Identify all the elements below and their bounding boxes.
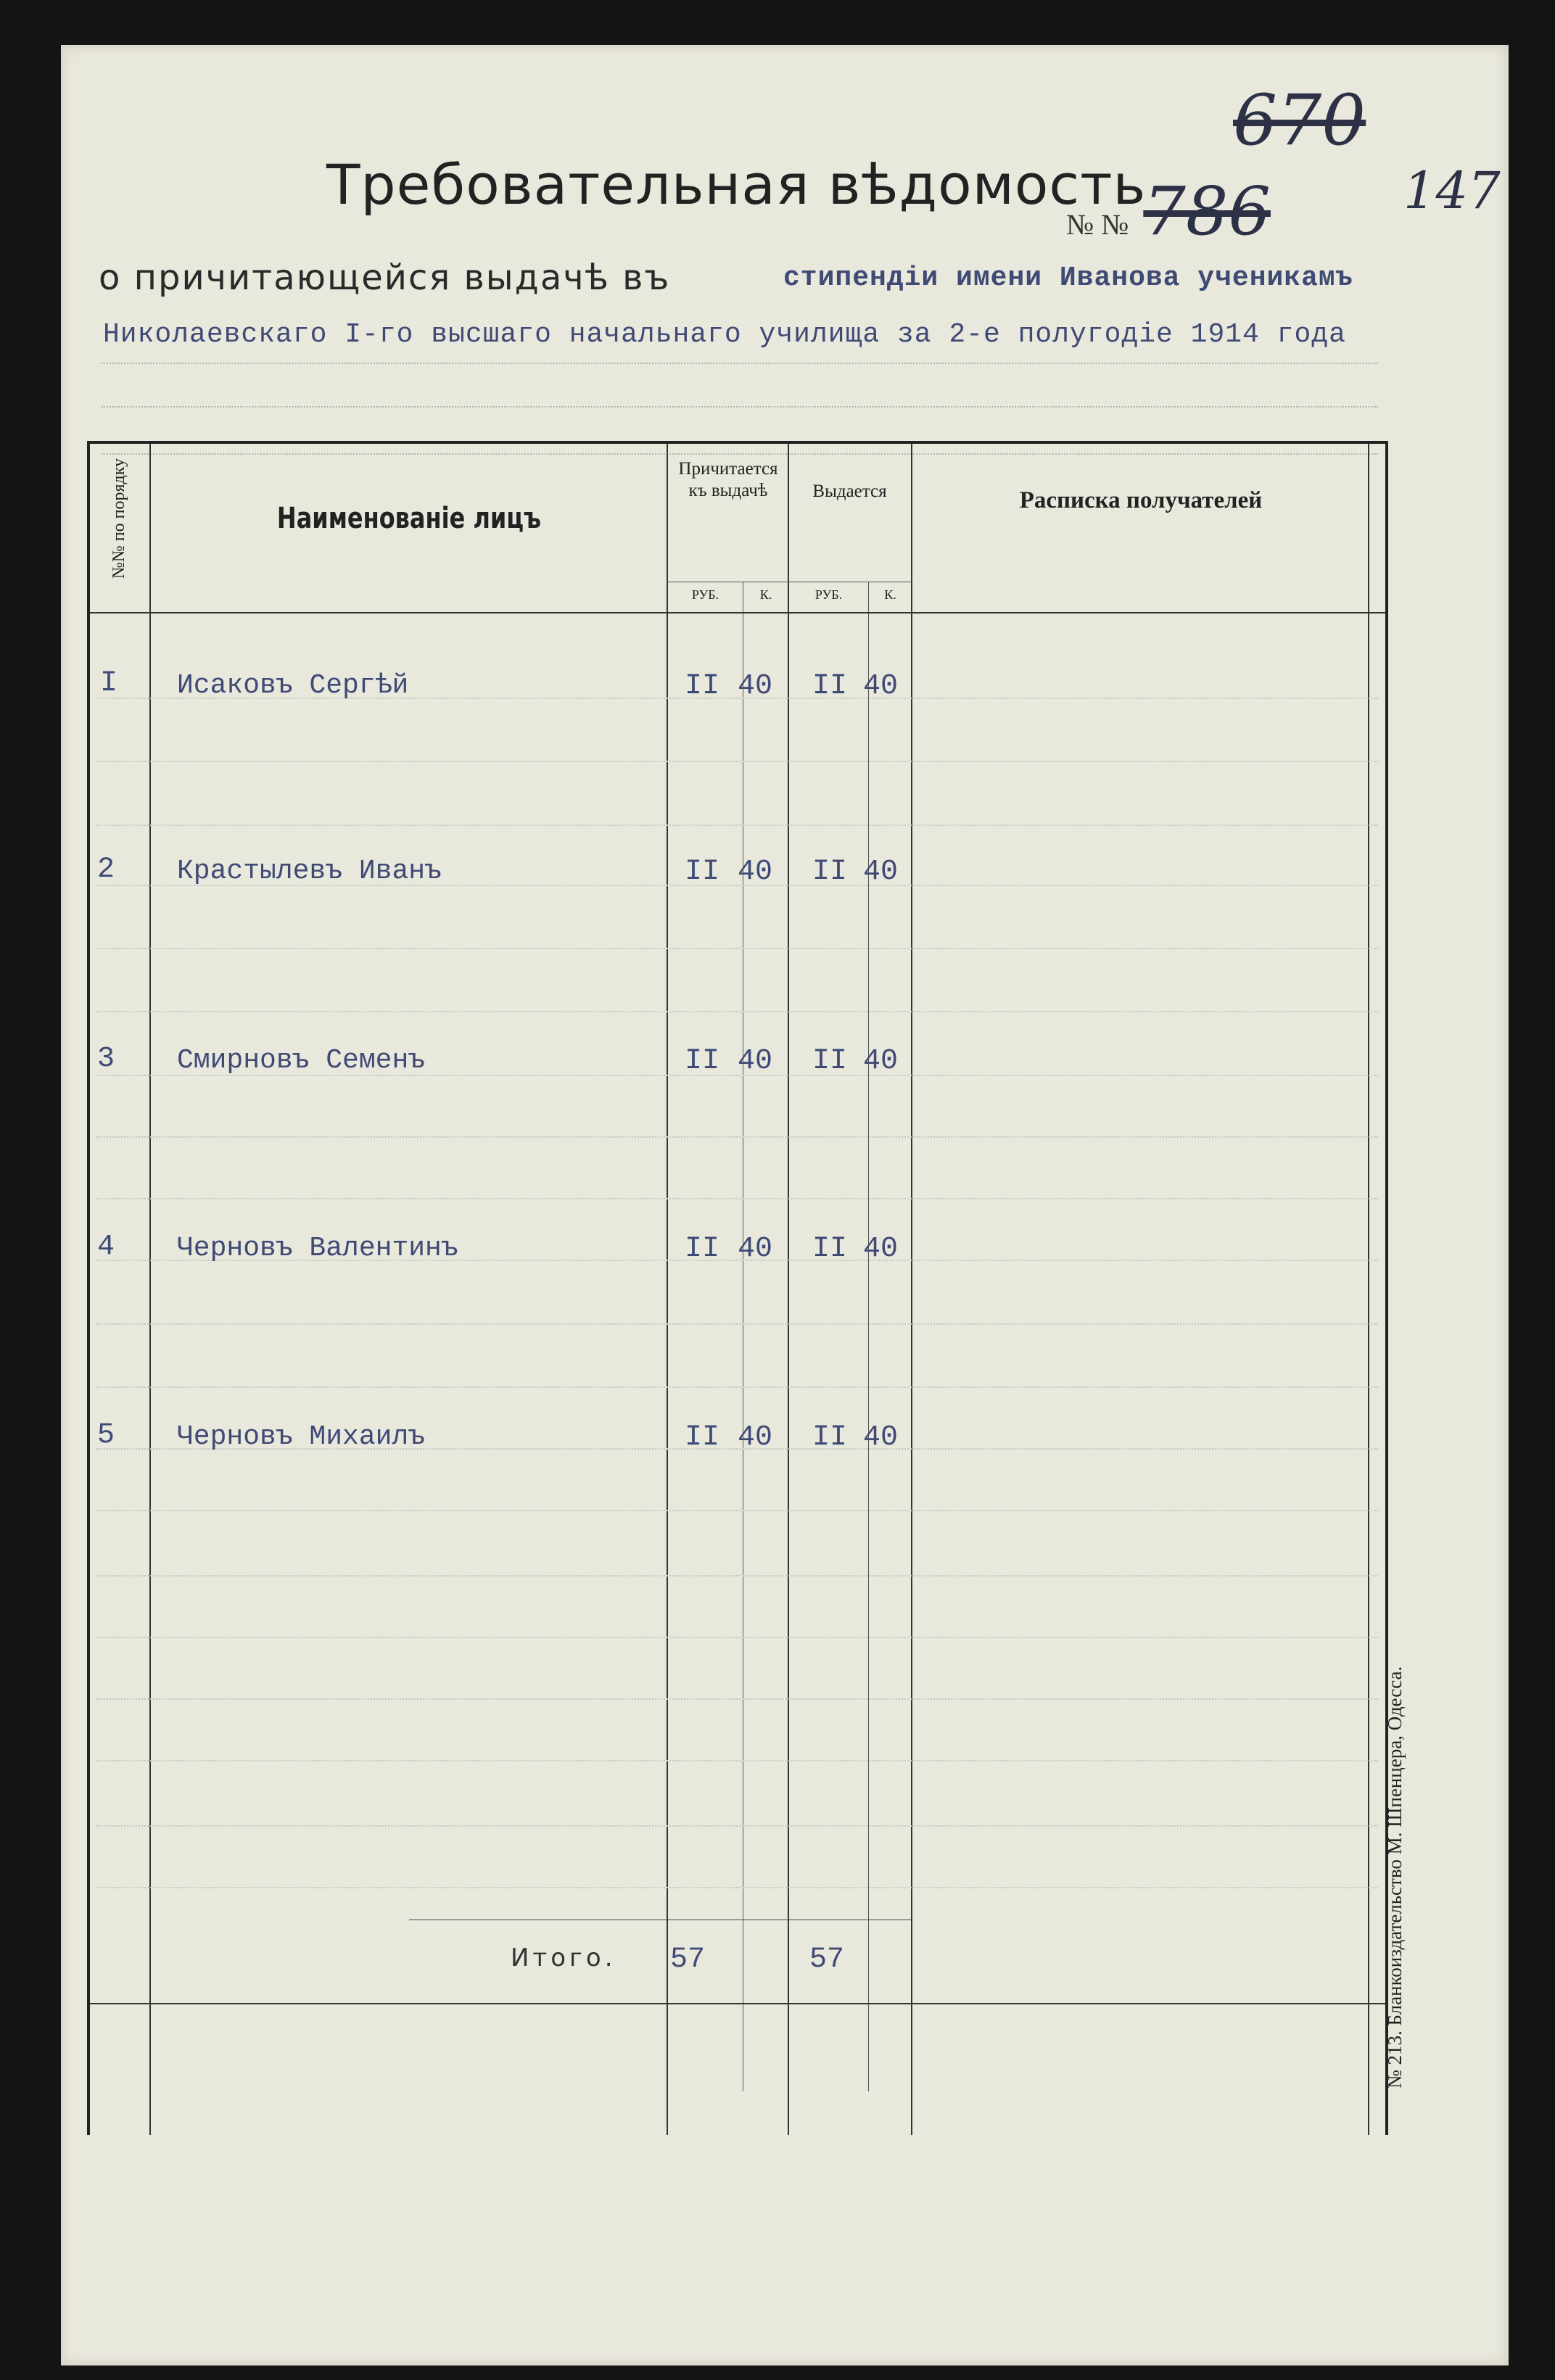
ruling-line xyxy=(96,1760,1378,1761)
total-due: 57 xyxy=(670,1943,706,1976)
printer-imprint: № 213. Бланкоиздательство М. Шпенцера, Одесса. xyxy=(1384,1666,1406,2088)
row-2-due-kop: 40 xyxy=(738,856,773,888)
row-3-number: 3 xyxy=(97,1043,115,1075)
header-col-number xyxy=(110,446,128,591)
page-title: Требовательная вѣдомость xyxy=(326,152,1147,217)
document-number-label xyxy=(1066,173,1271,250)
ruling-line xyxy=(96,1011,1378,1012)
ruling-line xyxy=(96,1136,1378,1138)
ruling-line xyxy=(96,1575,1378,1577)
row-2-due-rub: II xyxy=(685,856,720,888)
row-4-name: Черновъ Валентинъ xyxy=(177,1233,458,1264)
header-col-due: Причитается къ выдачѣ xyxy=(678,459,778,500)
row-1-issued-rub: II xyxy=(812,670,848,703)
total-label: Итого. xyxy=(511,1943,616,1972)
row-1-name: Исаковъ Сергѣй xyxy=(177,670,409,701)
row-2-issued-rub: II xyxy=(812,856,848,888)
header-col-number-text: №№ по порядку xyxy=(110,458,128,579)
header-issued-kop: К. xyxy=(884,587,896,602)
header-col-name: Наименованіе лицъ xyxy=(276,502,542,535)
row-4-number: 4 xyxy=(97,1231,115,1263)
row-5-number: 5 xyxy=(97,1419,115,1452)
row-4-issued-rub: II xyxy=(812,1233,848,1265)
archive-number-new: 147 xyxy=(1403,161,1501,220)
header-issued-rub: РУБ. xyxy=(814,587,843,602)
table-bottom-line xyxy=(90,2003,1385,2004)
subtitle-typed-purpose: стипендіи имени Иванова ученикамъ xyxy=(783,263,1353,294)
header-dotted-line-2 xyxy=(102,406,1378,408)
header-dotted-line-1 xyxy=(102,363,1378,364)
row-1-due-rub: II xyxy=(685,670,720,703)
header-bottom-line xyxy=(90,612,1385,613)
ruling-line xyxy=(96,1198,1378,1199)
row-3-issued-kop: 40 xyxy=(863,1045,899,1078)
row-2-issued-kop: 40 xyxy=(863,856,899,888)
subtitle-printed: о причитающейся выдачѣ въ xyxy=(99,257,671,298)
row-3-due-kop: 40 xyxy=(738,1045,773,1078)
row-3-issued-rub: II xyxy=(812,1045,848,1078)
row-2-name: Крастылевъ Иванъ xyxy=(177,856,442,887)
document-number-value: 786 xyxy=(1143,173,1271,250)
ruling-line xyxy=(96,1510,1378,1511)
ruling-line xyxy=(96,761,1378,762)
header-due-kop: К. xyxy=(759,587,772,602)
row-5-due-rub: II xyxy=(685,1421,720,1454)
archive-number-old: 670 xyxy=(1233,80,1366,161)
col-divider-issued-kop xyxy=(868,582,869,2091)
payroll-table xyxy=(87,441,1388,2135)
ruling-line xyxy=(96,1698,1378,1700)
ruling-line xyxy=(96,825,1378,826)
ruling-line xyxy=(96,1825,1378,1827)
total-issued: 57 xyxy=(809,1943,845,1976)
ruling-line xyxy=(96,1323,1378,1325)
row-4-issued-kop: 40 xyxy=(863,1233,899,1265)
ruling-line xyxy=(96,1387,1378,1388)
ruling-line xyxy=(96,1637,1378,1638)
ruling-line xyxy=(96,1887,1378,1888)
row-1-issued-kop: 40 xyxy=(863,670,899,703)
row-5-due-kop: 40 xyxy=(738,1421,773,1454)
row-1-due-kop: 40 xyxy=(738,670,773,703)
header-col-issued: Выдается xyxy=(812,482,887,501)
row-1-number: I xyxy=(100,667,118,700)
row-5-name: Черновъ Михаилъ xyxy=(177,1421,426,1453)
number-label-text: № № xyxy=(1066,208,1129,241)
row-2-number: 2 xyxy=(97,854,115,886)
row-5-issued-rub: II xyxy=(812,1421,848,1454)
row-4-due-rub: II xyxy=(685,1233,720,1265)
row-3-name: Смирновъ Семенъ xyxy=(177,1045,426,1076)
row-4-due-kop: 40 xyxy=(738,1233,773,1265)
header-due-rub: РУБ. xyxy=(691,587,719,602)
row-3-due-rub: II xyxy=(685,1045,720,1078)
header-col-signature: Расписка получателей xyxy=(1019,487,1263,513)
subtitle-typed-school: Николаевскаго I-го высшаго начальнаго училища за 2-е полугодіе 1914 года xyxy=(103,319,1346,350)
ruling-line xyxy=(96,948,1378,949)
row-5-issued-kop: 40 xyxy=(863,1421,899,1454)
